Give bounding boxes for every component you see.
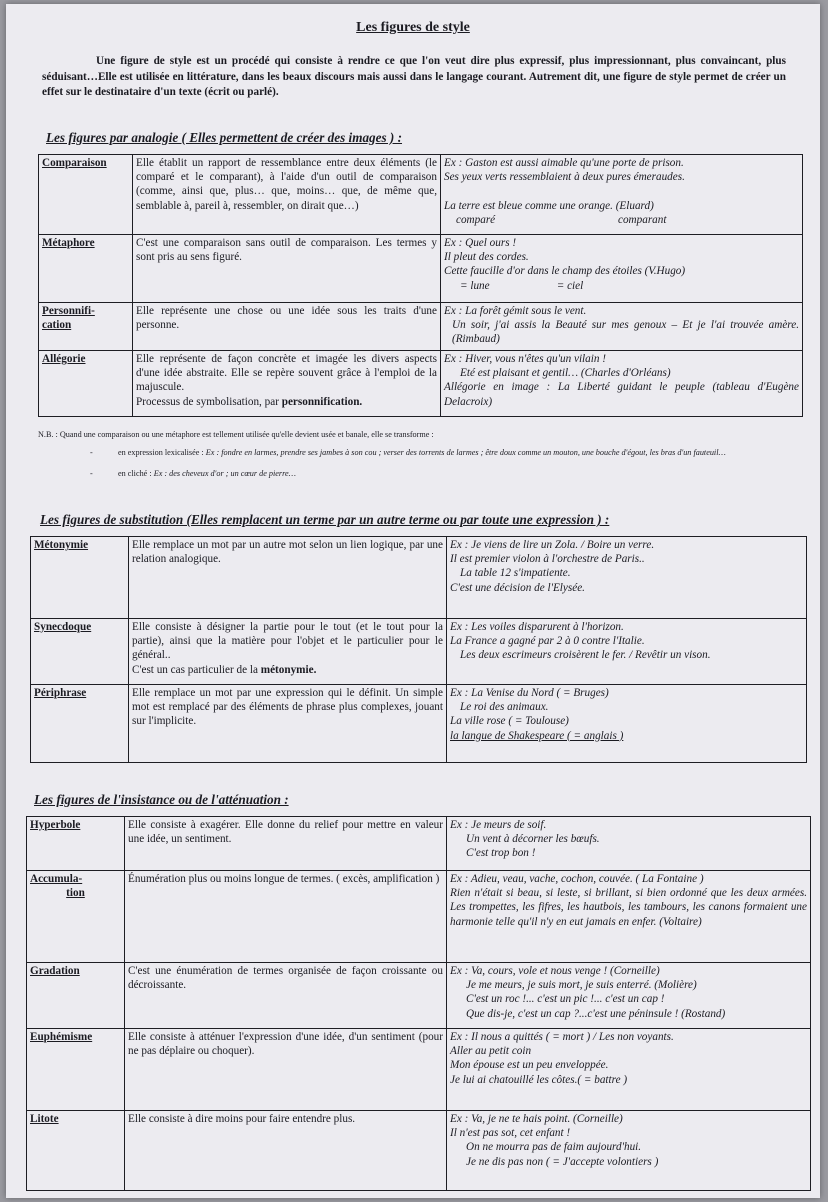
figure-name-hyperbole: Hyperbole xyxy=(27,817,125,871)
table-insistance xyxy=(26,816,811,1191)
example-line: Il est premier violon à l'orchestre de Paris.. xyxy=(450,553,645,566)
figure-definition-periphrase: Elle remplace un mot par une expression qui le définit. Un simple mot est remplacé par des éléments de phrase plus complexes, jouant sur l'implicite. xyxy=(129,685,447,763)
figure-examples-periphrase xyxy=(447,685,807,763)
table-row-euphemisme xyxy=(27,1029,811,1111)
example-line: Ex : La forêt gémit sous le vent. xyxy=(444,305,587,317)
example-line: Un vent à décorner les bœufs. xyxy=(466,833,600,846)
example-line: la langue de Shakespeare ( = anglais ) xyxy=(450,729,624,742)
figure-name-gradation: Gradation xyxy=(27,963,125,1029)
example-line xyxy=(444,184,799,198)
figure-definition-synecdoque xyxy=(129,619,447,685)
nb-dash: - xyxy=(90,469,93,478)
nb-note xyxy=(38,429,798,479)
example-line: C'est un roc !... c'est un pic !... c'est un cap ! xyxy=(466,993,665,1006)
figure-definition-accumulation: Énumération plus ou moins longue de termes. ( excès, amplification ) xyxy=(125,871,447,963)
example-line: Ex : Je meurs de soif. xyxy=(450,819,547,831)
figure-name-synecdoque: Synecdoque xyxy=(31,619,129,685)
label-compare: comparé xyxy=(456,213,496,226)
example-line: Le roi des animaux. xyxy=(460,701,549,714)
page-title: Les figures de style xyxy=(356,20,470,35)
figure-definition-hyperbole: Elle consiste à exagérer. Elle donne du relief pour mettre en valeur une idée, un sentiment. xyxy=(125,817,447,871)
figure-examples-personnification xyxy=(441,303,803,351)
figure-name-personnification xyxy=(39,303,133,351)
example-line: Ex : Adieu, veau, vache, cochon, couvée. ( La Fontaine ) xyxy=(450,873,704,885)
figure-examples-comparaison xyxy=(441,155,803,235)
example-line: Ex : Hiver, vous n'êtes qu'un vilain ! xyxy=(444,353,606,365)
example-line: Ex : Va, cours, vole et nous venge ! (Corneille) xyxy=(450,965,660,977)
example-line: Il pleut des cordes. xyxy=(444,251,529,264)
section-title-substitution: Les figures de substitution (Elles remplacent un terme par un autre terme ou par toute une expression ) : xyxy=(40,512,610,527)
example-line: Aller au petit coin xyxy=(450,1045,532,1058)
figure-name-metaphore: Métaphore xyxy=(39,235,133,303)
definition-text: Elle consiste à désigner la partie pour le tout (et le tout pour la partie), ainsi que la matière pour l'objet et le particulier pour le général.. xyxy=(132,621,443,662)
figure-examples-metaphore xyxy=(441,235,803,303)
example-line: Ex : Il nous a quittés ( = mort ) / Les non voyants. xyxy=(450,1031,674,1043)
name-part: cation xyxy=(42,319,72,332)
example-line: Eté est plaisant et gentil… (Charles d'Orléans) xyxy=(460,367,671,380)
figure-definition-euphemisme: Elle consiste à atténuer l'expression d'une idée, d'un sentiment (pour ne pas déplaire ou choquer). xyxy=(125,1029,447,1111)
table-substitution xyxy=(30,536,807,763)
figure-examples-gradation xyxy=(447,963,811,1029)
example-line: Ex : Les voiles disparurent à l'horizon. xyxy=(450,621,624,633)
example-line: Rien n'était si beau, si leste, si brillant, si bien ordonné que les deux armées. Les trompettes, les fifres, les hautbois, les tambours, les canons formaient une harmonie telle qu'il n'y en eut jamais en enfer. (Voltaire) xyxy=(450,887,807,928)
table-row-accumulation xyxy=(27,871,811,963)
example-line: Ex : La Venise du Nord ( = Bruges) xyxy=(450,687,609,699)
definition-end: Processus de symbolisation, par xyxy=(136,395,282,408)
table-analogie xyxy=(38,154,803,417)
example-line: Il n'est pas sot, cet enfant ! xyxy=(450,1127,571,1140)
compare-labels xyxy=(444,213,799,227)
example-line: Allégorie en image : La Liberté guidant le peuple (tableau d'Eugène Delacroix) xyxy=(444,381,799,408)
name-part: Personnifi- xyxy=(42,305,95,317)
example-line: Je ne dis pas non ( = J'accepte volontiers ) xyxy=(466,1155,659,1168)
table-row-metaphore xyxy=(39,235,803,303)
table-row-gradation xyxy=(27,963,811,1029)
name-part: tion xyxy=(66,887,85,900)
name-part: Accumula- xyxy=(30,873,83,885)
figure-examples-accumulation xyxy=(447,871,811,963)
example-line: Ex : Je viens de lire un Zola. / Boire un verre. xyxy=(450,539,655,551)
figure-definition-allegorie xyxy=(133,351,441,417)
definition-end: C'est un cas particulier de la xyxy=(132,663,261,676)
table-row-hyperbole xyxy=(27,817,811,871)
table-row-metonymie xyxy=(31,537,807,619)
figure-examples-litote xyxy=(447,1111,811,1191)
intro-paragraph xyxy=(42,54,786,101)
figure-definition-metonymie: Elle remplace un mot par un autre mot selon un lien logique, par une relation analogique. xyxy=(129,537,447,619)
example-line: Je lui ai chatouillé les côtes.( = battre ) xyxy=(450,1073,628,1086)
figure-definition-gradation: C'est une énumération de termes organisée de façon croissante ou décroissante. xyxy=(125,963,447,1029)
example-line: Ex : Gaston est aussi aimable qu'une porte de prison. xyxy=(444,157,684,169)
table-row-allegorie xyxy=(39,351,803,417)
figure-name-metonymie: Métonymie xyxy=(31,537,129,619)
intro-text: Une figure de style est un procédé qui consiste à rendre ce que l'on veut dire plus expressif, plus impressionnant, plus convaincant, plus séduisant…Elle est utilisée en littérature, dans les beaux discours mais aussi dans le langage courant. Autrement dit, une figure de style permet de créer un effet sur le destinataire d'un texte (écrit ou parlé). xyxy=(42,55,786,98)
figure-examples-euphemisme xyxy=(447,1029,811,1111)
example-line: C'est trop bon ! xyxy=(466,847,536,860)
figure-examples-allegorie xyxy=(441,351,803,417)
figure-examples-metonymie xyxy=(447,537,807,619)
document-page xyxy=(6,4,820,1198)
example-line: La ville rose ( = Toulouse) xyxy=(450,715,569,728)
figure-definition-metaphore: C'est une comparaison sans outil de comparaison. Les termes y sont pris au sens figuré. xyxy=(133,235,441,303)
definition-bold: personnification. xyxy=(281,395,363,408)
example-line: La terre est bleue comme une orange. (Eluard) xyxy=(444,199,654,212)
nb-example: Ex : fondre en larmes, prendre ses jambes à son cou ; verser des torrents de larmes ; être doux comme un mouton, une bouche d'égout, les bras d'un fauteuil… xyxy=(205,448,726,457)
section-title-analogie: Les figures par analogie ( Elles permettent de créer des images ) : xyxy=(46,130,403,145)
example-line: C'est une décision de l'Elysée. xyxy=(450,581,585,594)
figure-definition-comparaison: Elle établit un rapport de ressemblance entre deux éléments (le comparé et le comparant), à l'aide d'un outil de comparaison (comme, ainsi que, plus… que, moins… que, de même que, semblable à, pareil à, ressembler, on dirait que…) xyxy=(133,155,441,235)
figure-name-accumulation xyxy=(27,871,125,963)
example-line: = lune = ciel xyxy=(460,279,584,292)
label-comparant: comparant xyxy=(618,213,667,226)
example-line: Que dis-je, c'est un cap ?...c'est une péninsule ! (Rostand) xyxy=(466,1007,726,1020)
nb-item xyxy=(38,447,798,458)
figure-name-periphrase: Périphrase xyxy=(31,685,129,763)
example-line: Les deux escrimeurs croisèrent le fer. / Revêtir un vison. xyxy=(460,649,711,662)
nb-label: en expression lexicalisée : xyxy=(118,448,204,457)
nb-text: N.B. : Quand une comparaison ou une métaphore est tellement utilisée qu'elle devient usée et banale, elle se transforme : xyxy=(38,430,434,439)
table-row-comparaison xyxy=(39,155,803,235)
example-line: La France a gagné par 2 à 0 contre l'Italie. xyxy=(450,635,645,648)
figure-name-comparaison: Comparaison xyxy=(39,155,133,235)
figure-definition-litote: Elle consiste à dire moins pour faire entendre plus. xyxy=(125,1111,447,1191)
example-line: Cette faucille d'or dans le champ des étoiles (V.Hugo) xyxy=(444,265,686,278)
definition-bold: métonymie. xyxy=(260,663,317,676)
table-row-litote xyxy=(27,1111,811,1191)
figure-name-euphemisme: Euphémisme xyxy=(27,1029,125,1111)
example-line: Ex : Va, je ne te hais point. (Corneille) xyxy=(450,1113,623,1125)
figure-examples-synecdoque xyxy=(447,619,807,685)
section-title-insistance: Les figures de l'insistance ou de l'atténuation : xyxy=(34,792,289,807)
example-line: Ses yeux verts ressemblaient à deux pures émeraudes. xyxy=(444,171,685,184)
example-line: Je me meurs, je suis mort, je suis enterré. (Molière) xyxy=(466,979,697,992)
example-line: Ex : Quel ours ! xyxy=(444,237,517,249)
example-line: On ne mourra pas de faim aujourd'hui. xyxy=(466,1141,642,1154)
example-line: Mon épouse est un peu enveloppée. xyxy=(450,1059,609,1072)
nb-dash: - xyxy=(90,448,93,457)
figure-definition-personnification: Elle représente une chose ou une idée sous les traits d'une personne. xyxy=(133,303,441,351)
table-row-periphrase xyxy=(31,685,807,763)
nb-example: Ex : des cheveux d'or ; un cœur de pierre… xyxy=(153,469,296,478)
definition-text: Elle représente de façon concrète et imagée les divers aspects d'une idée abstraite. Elle se repère souvent grâce à l'emploi de la majuscule. xyxy=(136,353,437,394)
table-row-synecdoque xyxy=(31,619,807,685)
nb-label: en cliché : xyxy=(118,469,152,478)
example-line: La table 12 s'impatiente. xyxy=(460,567,571,580)
nb-item xyxy=(38,468,798,479)
example-line: Un soir, j'ai assis la Beauté sur mes genoux – Et je l'ai trouvée amère. (Rimbaud) xyxy=(452,319,799,346)
figure-name-litote: Litote xyxy=(27,1111,125,1191)
table-row-personnification xyxy=(39,303,803,351)
figure-name-allegorie: Allégorie xyxy=(39,351,133,417)
figure-examples-hyperbole xyxy=(447,817,811,871)
